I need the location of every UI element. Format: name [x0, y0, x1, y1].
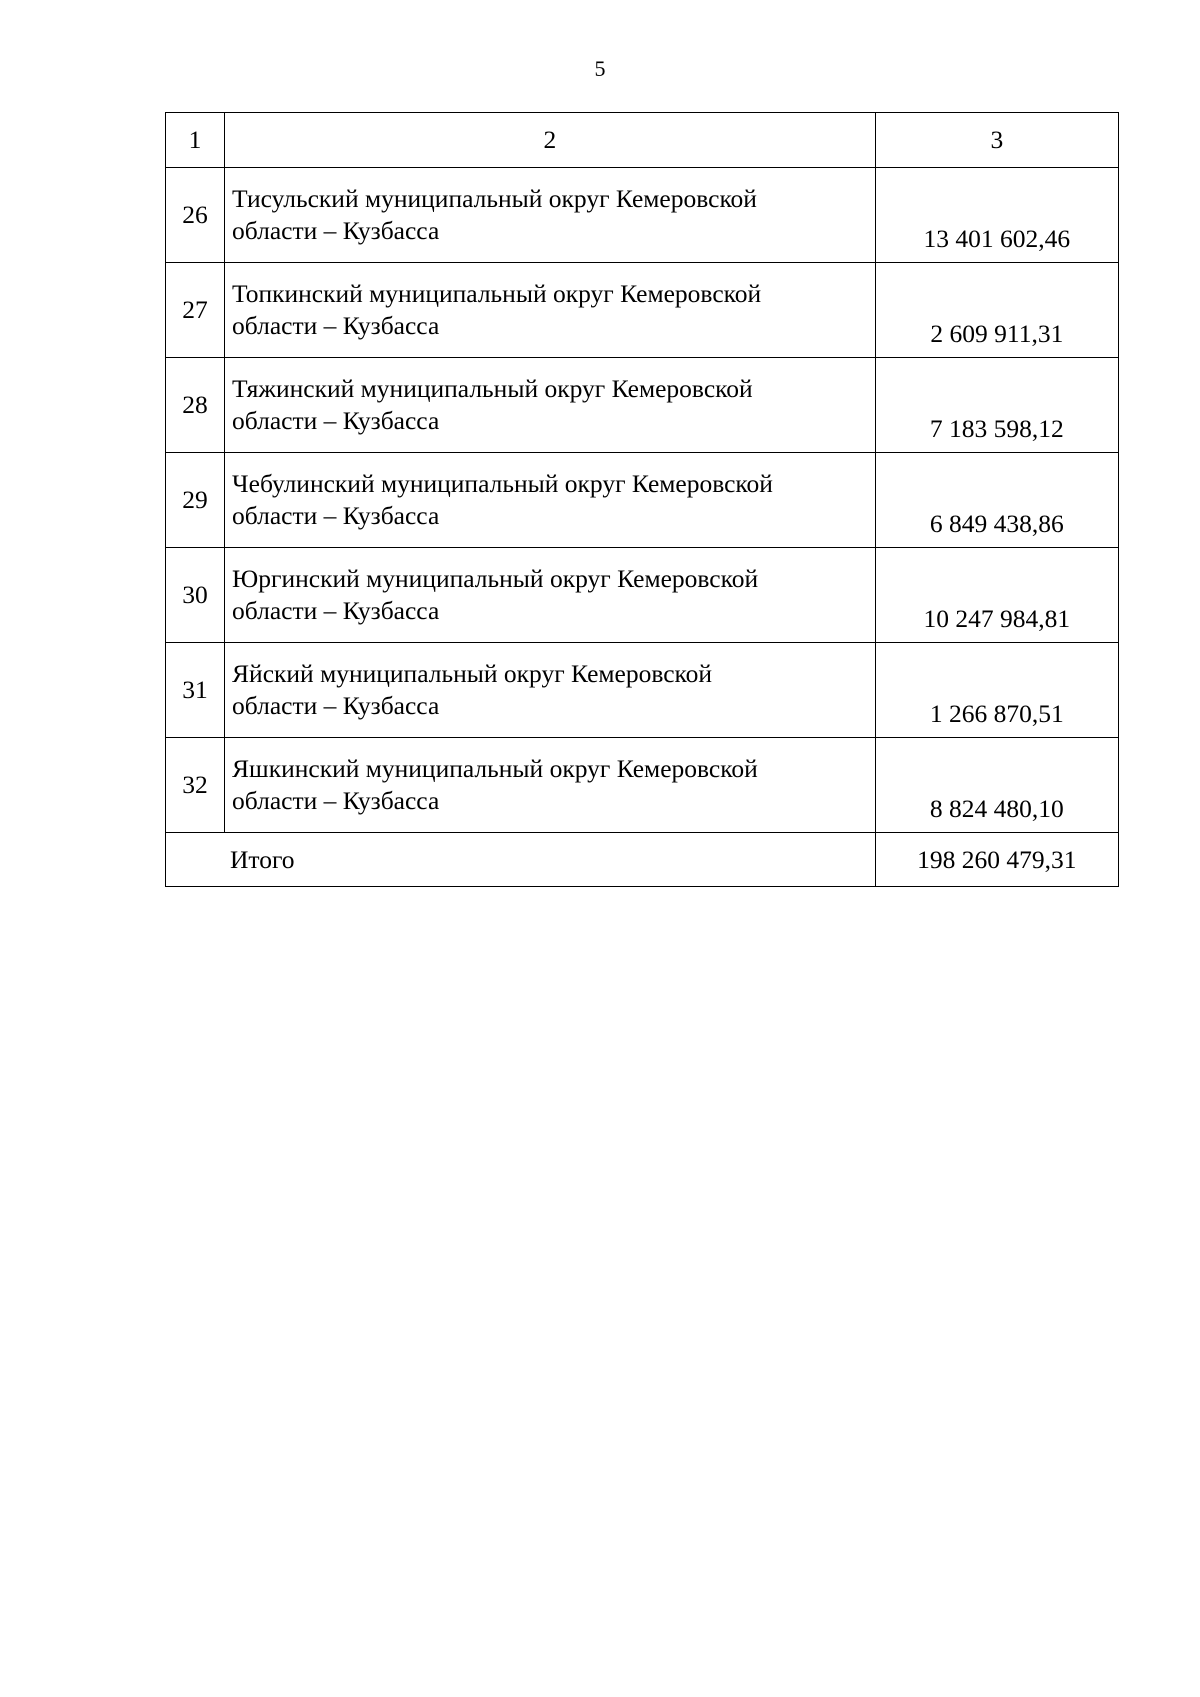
amount: 2 609 911,31: [875, 263, 1118, 358]
municipality-name-line2: области – Кузбасса: [232, 501, 440, 530]
table-header-row: [166, 113, 1119, 168]
amount: 1 266 870,51: [875, 643, 1118, 738]
total-label: Итого: [166, 833, 876, 887]
table-row: [166, 643, 1119, 738]
municipality-name: [225, 358, 876, 453]
amount: 7 183 598,12: [875, 358, 1118, 453]
page-number: 5: [594, 56, 606, 81]
row-number: 28: [166, 358, 225, 453]
table-row: [166, 453, 1119, 548]
table-row: [166, 168, 1119, 263]
header-col-1: 1: [166, 113, 225, 168]
municipality-name-line1: Яшкинский муниципальный округ Кемеровской: [232, 754, 758, 783]
municipality-name-line1: Юргинский муниципальный округ Кемеровской: [232, 564, 759, 593]
municipality-name: [225, 168, 876, 263]
municipality-name: [225, 738, 876, 833]
amount: 10 247 984,81: [875, 548, 1118, 643]
municipality-name-line2: области – Кузбасса: [232, 216, 440, 245]
municipality-name-line1: Топкинский муниципальный округ Кемеровской: [232, 279, 762, 308]
municipality-name: [225, 548, 876, 643]
amount: 6 849 438,86: [875, 453, 1118, 548]
amount: 8 824 480,10: [875, 738, 1118, 833]
municipality-name-line2: области – Кузбасса: [232, 596, 440, 625]
row-number: 29: [166, 453, 225, 548]
allocation-table: [165, 112, 1119, 887]
municipality-name: [225, 453, 876, 548]
municipality-name-line1: Яйский муниципальный округ Кемеровской: [232, 659, 713, 688]
municipality-name-line2: области – Кузбасса: [232, 786, 440, 815]
municipality-name-line2: области – Кузбасса: [232, 691, 440, 720]
row-number: 31: [166, 643, 225, 738]
row-number: 30: [166, 548, 225, 643]
municipality-name-line2: области – Кузбасса: [232, 311, 440, 340]
municipality-name-line1: Тисульский муниципальный округ Кемеровской: [232, 184, 757, 213]
header-col-3: 3: [875, 113, 1118, 168]
table-row: [166, 263, 1119, 358]
total-row: [166, 833, 1119, 887]
municipality-name: [225, 263, 876, 358]
table-row: [166, 358, 1119, 453]
municipality-name-line1: Тяжинский муниципальный округ Кемеровской: [232, 374, 753, 403]
municipality-name-line2: области – Кузбасса: [232, 406, 440, 435]
table-row: [166, 738, 1119, 833]
total-amount: 198 260 479,31: [875, 833, 1118, 887]
amount: 13 401 602,46: [875, 168, 1118, 263]
row-number: 27: [166, 263, 225, 358]
municipality-name: [225, 643, 876, 738]
table-row: [166, 548, 1119, 643]
row-number: 32: [166, 738, 225, 833]
header-col-2: 2: [225, 113, 876, 168]
municipality-name-line1: Чебулинский муниципальный округ Кемеровской: [232, 469, 773, 498]
row-number: 26: [166, 168, 225, 263]
